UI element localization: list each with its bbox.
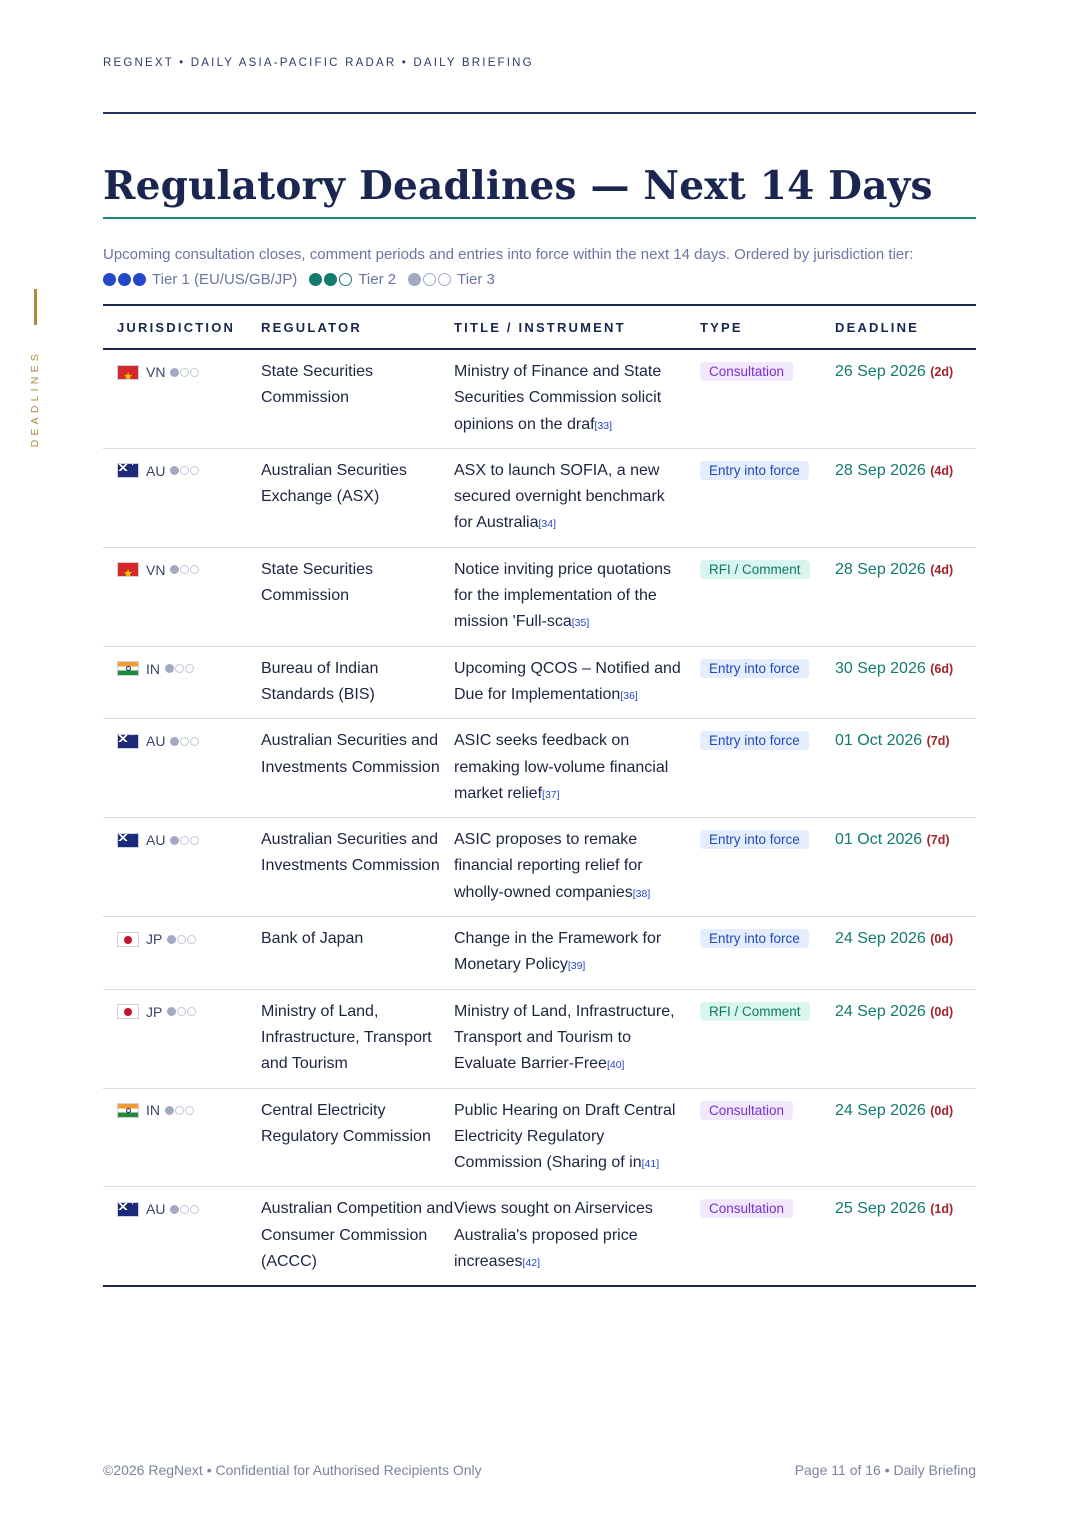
- tier-dot-icon: [170, 737, 179, 746]
- tier-dot-empty-icon: [187, 935, 196, 944]
- tier-dot-icon: [103, 273, 116, 286]
- deadline-cell: [835, 646, 976, 719]
- jurisdiction-code: JP: [146, 930, 163, 947]
- jurisdiction-cell: [103, 1187, 261, 1286]
- jurisdiction: [117, 656, 261, 682]
- title-cell: [454, 547, 700, 646]
- table-row: [103, 917, 976, 990]
- regulator-cell: [261, 547, 454, 646]
- instrument-title[interactable]: ASX to launch SOFIA, a new secured overnight benchmark for Australia: [454, 461, 665, 532]
- regulator-name: State Securities Commission: [261, 560, 374, 605]
- jurisdiction: [117, 728, 261, 754]
- tier-dot-empty-icon: [187, 1007, 196, 1016]
- page-title: Regulatory Deadlines — Next 14 Days: [103, 163, 933, 209]
- australia-flag-icon: [117, 833, 139, 848]
- jurisdiction-cell: [103, 1088, 261, 1187]
- instrument-title[interactable]: Change in the Framework for Monetary Policy: [454, 930, 662, 974]
- instrument-title[interactable]: Ministry of Finance and State Securities Commission solicit opinions on the draf: [454, 363, 662, 433]
- tier-indicator: [167, 935, 197, 944]
- tier-dot-empty-icon: [185, 664, 194, 673]
- type-cell: [700, 1088, 835, 1187]
- legend-tier1: [103, 267, 297, 292]
- legend-tier3: [408, 267, 495, 292]
- regulator-cell: [261, 646, 454, 719]
- title-cell: [454, 989, 700, 1088]
- type-cell: [700, 989, 835, 1088]
- table-body: [103, 349, 976, 1286]
- deadline-date: 24 Sep 2026: [835, 930, 926, 948]
- regulator-cell: [261, 719, 454, 818]
- regulator-cell: [261, 917, 454, 990]
- regulator-cell: [261, 1187, 454, 1286]
- tier-dot-icon: [408, 273, 421, 286]
- days-remaining: (6d): [930, 661, 954, 676]
- tier-indicator: [170, 466, 200, 475]
- title-cell: [454, 646, 700, 719]
- days-remaining: (2d): [930, 365, 954, 379]
- type-cell: [700, 349, 835, 448]
- jurisdiction-cell: [103, 349, 261, 448]
- legend-tier2: [309, 267, 396, 292]
- type-badge: Entry into force: [700, 830, 809, 849]
- column-header-jurisdiction: JURISDICTION: [103, 305, 261, 349]
- tier-dot-empty-icon: [190, 368, 199, 377]
- tier-dot-icon: [167, 1007, 176, 1016]
- tier-dot-empty-icon: [180, 565, 189, 574]
- tier-dot-icon: [170, 836, 179, 845]
- column-header-regulator: REGULATOR: [261, 305, 454, 349]
- instrument-title[interactable]: Public Hearing on Draft Central Electricity Regulatory Commission (Sharing of in: [454, 1101, 676, 1172]
- title-cell: [454, 1187, 700, 1286]
- tier-dot-empty-icon: [185, 1106, 194, 1115]
- table-row: [103, 1088, 976, 1187]
- title-cell: [454, 349, 700, 448]
- footer-page-info: Page 11 of 16 • Daily Briefing: [794, 1462, 976, 1478]
- type-cell: [700, 1187, 835, 1286]
- jurisdiction-cell: [103, 646, 261, 719]
- regulator-name: Ministry of Land, Infrastructure, Transport and Tourism: [261, 1002, 432, 1073]
- deadline-cell: [835, 349, 976, 448]
- deadline-cell: [835, 917, 976, 990]
- table-row: [103, 448, 976, 547]
- column-header-type: TYPE: [700, 305, 835, 349]
- table-header-row: [103, 305, 976, 349]
- tier-indicator: [165, 664, 195, 673]
- type-badge: RFI / Comment: [700, 560, 810, 579]
- jurisdiction-code: JP: [146, 1003, 163, 1020]
- instrument-title[interactable]: Notice inviting price quotations for the implementation of the mission 'Full-sca: [454, 560, 672, 631]
- legend-label: Tier 3: [457, 271, 495, 288]
- type-badge: Entry into force: [700, 659, 809, 678]
- title-cell: [454, 917, 700, 990]
- jurisdiction-code: VN: [146, 561, 166, 578]
- regulator-cell: [261, 1088, 454, 1187]
- deadline-cell: [835, 818, 976, 917]
- days-remaining: (4d): [930, 463, 954, 478]
- tier-dot-icon: [170, 466, 179, 475]
- vietnam-flag-icon: [117, 365, 139, 380]
- regulator-name: Central Electricity Regulatory Commission: [261, 1101, 431, 1145]
- citation-link[interactable]: [34]: [538, 518, 556, 531]
- jurisdiction: [117, 557, 261, 583]
- days-remaining: (0d): [930, 1103, 954, 1118]
- table-row: [103, 646, 976, 719]
- regulator-name: Australian Competition and Consumer Commission (ACCC): [261, 1200, 454, 1271]
- deadline-cell: [835, 989, 976, 1088]
- legend-label: Tier 1 (EU/US/GB/JP): [152, 271, 298, 288]
- japan-flag-icon: [117, 1004, 139, 1019]
- citation-link[interactable]: [38]: [632, 887, 651, 900]
- india-flag-icon: [117, 1103, 139, 1118]
- tier-dot-empty-icon: [175, 664, 184, 673]
- regulator-name: Bank of Japan: [261, 930, 364, 948]
- vietnam-flag-icon: [117, 562, 139, 577]
- tier-dot-empty-icon: [180, 1205, 189, 1214]
- type-cell: [700, 719, 835, 818]
- tier-dot-empty-icon: [177, 1007, 186, 1016]
- regulator-name: Australian Securities Exchange (ASX): [261, 461, 407, 506]
- tier-dot-empty-icon: [190, 836, 199, 845]
- regulator-name: Bureau of Indian Standards (BIS): [261, 659, 379, 703]
- deadline-date: 26 Sep 2026: [835, 363, 926, 380]
- tier-dot-icon: [170, 1205, 179, 1214]
- tier-dot-empty-icon: [175, 1106, 184, 1115]
- instrument-title[interactable]: Upcoming QCOS – Notified and Due for Implementation: [454, 659, 681, 703]
- side-accent-bar: [34, 289, 37, 325]
- type-badge: Consultation: [700, 362, 793, 381]
- deadline-cell: [835, 448, 976, 547]
- tier-dot-empty-icon: [190, 737, 199, 746]
- jurisdiction-code: AU: [146, 462, 166, 479]
- regulator-name: State Securities Commission: [261, 363, 374, 407]
- tier-dot-icon: [324, 273, 337, 286]
- japan-flag-icon: [117, 932, 139, 947]
- title-underline: [103, 217, 976, 219]
- jurisdiction-code: VN: [146, 363, 166, 380]
- type-cell: [700, 547, 835, 646]
- title-cell: [454, 448, 700, 547]
- tier-indicator: [170, 1205, 200, 1214]
- type-cell: [700, 818, 835, 917]
- table-row: [103, 989, 976, 1088]
- title-cell: [454, 719, 700, 818]
- regulator-cell: [261, 818, 454, 917]
- regulator-cell: [261, 349, 454, 448]
- type-cell: [700, 646, 835, 719]
- deadline-date: 28 Sep 2026: [835, 461, 926, 479]
- citation-link[interactable]: [40]: [606, 1059, 625, 1072]
- jurisdiction-cell: [103, 989, 261, 1088]
- tier-dot-empty-icon: [177, 935, 186, 944]
- deadline-cell: [835, 719, 976, 818]
- instrument-title[interactable]: Views sought on Airservices Australia's proposed price increases: [454, 1200, 653, 1271]
- deadline-cell: [835, 1088, 976, 1187]
- header-divider: [103, 112, 976, 114]
- column-header-title: TITLE / INSTRUMENT: [454, 305, 700, 349]
- table-row: [103, 719, 976, 818]
- tier-dot-icon: [167, 935, 176, 944]
- deadline-date: 01 Oct 2026: [835, 732, 923, 750]
- tier-dot-empty-icon: [180, 466, 189, 475]
- type-badge: Entry into force: [700, 929, 809, 948]
- jurisdiction-code: IN: [146, 660, 160, 677]
- regulator-name: Australian Securities and Investments Commission: [261, 831, 440, 875]
- citation-link[interactable]: [37]: [542, 788, 560, 801]
- table-row: [103, 818, 976, 917]
- instrument-title[interactable]: Ministry of Land, Infrastructure, Transport and Tourism to Evaluate Barrier-Free: [454, 1002, 675, 1073]
- column-header-deadline: DEADLINE: [835, 305, 976, 349]
- type-badge: Consultation: [700, 1101, 793, 1120]
- regulator-cell: [261, 989, 454, 1088]
- title-cell: [454, 818, 700, 917]
- jurisdiction-cell: [103, 917, 261, 990]
- citation-link[interactable]: [42]: [522, 1257, 540, 1270]
- tier-dot-icon: [170, 565, 179, 574]
- tier-dot-icon: [165, 664, 174, 673]
- jurisdiction: [117, 359, 261, 385]
- tier-dot-icon: [170, 368, 179, 377]
- jurisdiction-code: AU: [146, 832, 166, 849]
- table-row: [103, 547, 976, 646]
- tier-dot-empty-icon: [190, 1205, 199, 1214]
- type-badge: Entry into force: [700, 731, 809, 750]
- jurisdiction-code: AU: [146, 733, 166, 750]
- type-badge: RFI / Comment: [700, 1002, 810, 1021]
- footer-copyright: ©2026 RegNext • Confidential for Authorised Recipients Only: [103, 1462, 482, 1478]
- tier-dot-empty-icon: [339, 273, 352, 286]
- deadline-date: 24 Sep 2026: [835, 1101, 926, 1119]
- type-badge: Consultation: [700, 1199, 793, 1218]
- legend-label: Tier 2: [358, 271, 397, 288]
- deadline-date: 01 Oct 2026: [835, 831, 923, 849]
- jurisdiction-cell: [103, 547, 261, 646]
- table-row: [103, 349, 976, 448]
- australia-flag-icon: [117, 463, 139, 478]
- type-cell: [700, 448, 835, 547]
- days-remaining: (4d): [930, 562, 954, 577]
- tier-dot-empty-icon: [180, 836, 189, 845]
- tier-dot-empty-icon: [180, 368, 189, 377]
- jurisdiction: [117, 1196, 261, 1222]
- tier-dot-icon: [309, 273, 322, 286]
- tier-indicator: [167, 1007, 197, 1016]
- citation-link[interactable]: [41]: [641, 1158, 660, 1171]
- type-cell: [700, 917, 835, 990]
- deadline-cell: [835, 547, 976, 646]
- tier-legend: [103, 267, 983, 292]
- instrument-title[interactable]: ASIC proposes to remake financial reporting relief for wholly-owned companies: [454, 831, 643, 901]
- citation-link[interactable]: [36]: [620, 689, 638, 702]
- jurisdiction-code: IN: [146, 1102, 160, 1119]
- regulator-cell: [261, 448, 454, 547]
- tier-dot-empty-icon: [423, 273, 436, 286]
- tier-dot-empty-icon: [190, 565, 199, 574]
- instrument-title[interactable]: ASIC seeks feedback on remaking low-volume financial market relief: [454, 732, 669, 802]
- jurisdiction: [117, 1098, 261, 1124]
- title-cell: [454, 1088, 700, 1187]
- intro-paragraph: [103, 242, 983, 292]
- tier-indicator: [170, 836, 200, 845]
- tier-indicator: [165, 1106, 195, 1115]
- days-remaining: (7d): [926, 833, 950, 848]
- jurisdiction-cell: [103, 448, 261, 547]
- deadline-date: 28 Sep 2026: [835, 560, 926, 578]
- deadline-date: 24 Sep 2026: [835, 1002, 926, 1020]
- tier-dot-empty-icon: [180, 737, 189, 746]
- days-remaining: (1d): [930, 1202, 954, 1217]
- tier-dot-empty-icon: [438, 273, 451, 286]
- tier-dot-icon: [133, 273, 146, 286]
- tier-dot-icon: [118, 273, 131, 286]
- jurisdiction: [117, 458, 261, 484]
- india-flag-icon: [117, 661, 139, 676]
- tier-indicator: [170, 737, 200, 746]
- days-remaining: (0d): [930, 932, 954, 947]
- jurisdiction-cell: [103, 719, 261, 818]
- days-remaining: (0d): [930, 1004, 954, 1019]
- deadlines-table: [103, 304, 976, 1287]
- australia-flag-icon: [117, 1202, 139, 1217]
- tier-indicator: [170, 368, 200, 377]
- jurisdiction: [117, 926, 261, 952]
- tier-dot-empty-icon: [190, 466, 199, 475]
- regulator-name: Australian Securities and Investments Commission: [261, 732, 440, 776]
- side-section-label: DEADLINES: [29, 350, 41, 448]
- jurisdiction-cell: [103, 818, 261, 917]
- intro-text: Upcoming consultation closes, comment periods and entries into force within the next 14 days. Ordered by jurisdiction tier:: [103, 246, 914, 263]
- jurisdiction-code: AU: [146, 1201, 166, 1218]
- running-head: REGNEXT • DAILY ASIA-PACIFIC RADAR • DAILY BRIEFING: [103, 57, 534, 69]
- citation-link[interactable]: [35]: [571, 617, 590, 630]
- jurisdiction: [117, 999, 261, 1025]
- deadline-cell: [835, 1187, 976, 1286]
- tier-dot-icon: [165, 1106, 174, 1115]
- days-remaining: (7d): [926, 734, 950, 749]
- jurisdiction: [117, 827, 261, 853]
- type-badge: Entry into force: [700, 461, 809, 480]
- tier-indicator: [170, 565, 200, 574]
- deadline-date: 30 Sep 2026: [835, 659, 926, 677]
- australia-flag-icon: [117, 734, 139, 749]
- citation-link[interactable]: [33]: [594, 419, 613, 432]
- table-row: [103, 1187, 976, 1286]
- citation-link[interactable]: [39]: [567, 960, 586, 973]
- deadline-date: 25 Sep 2026: [835, 1200, 926, 1218]
